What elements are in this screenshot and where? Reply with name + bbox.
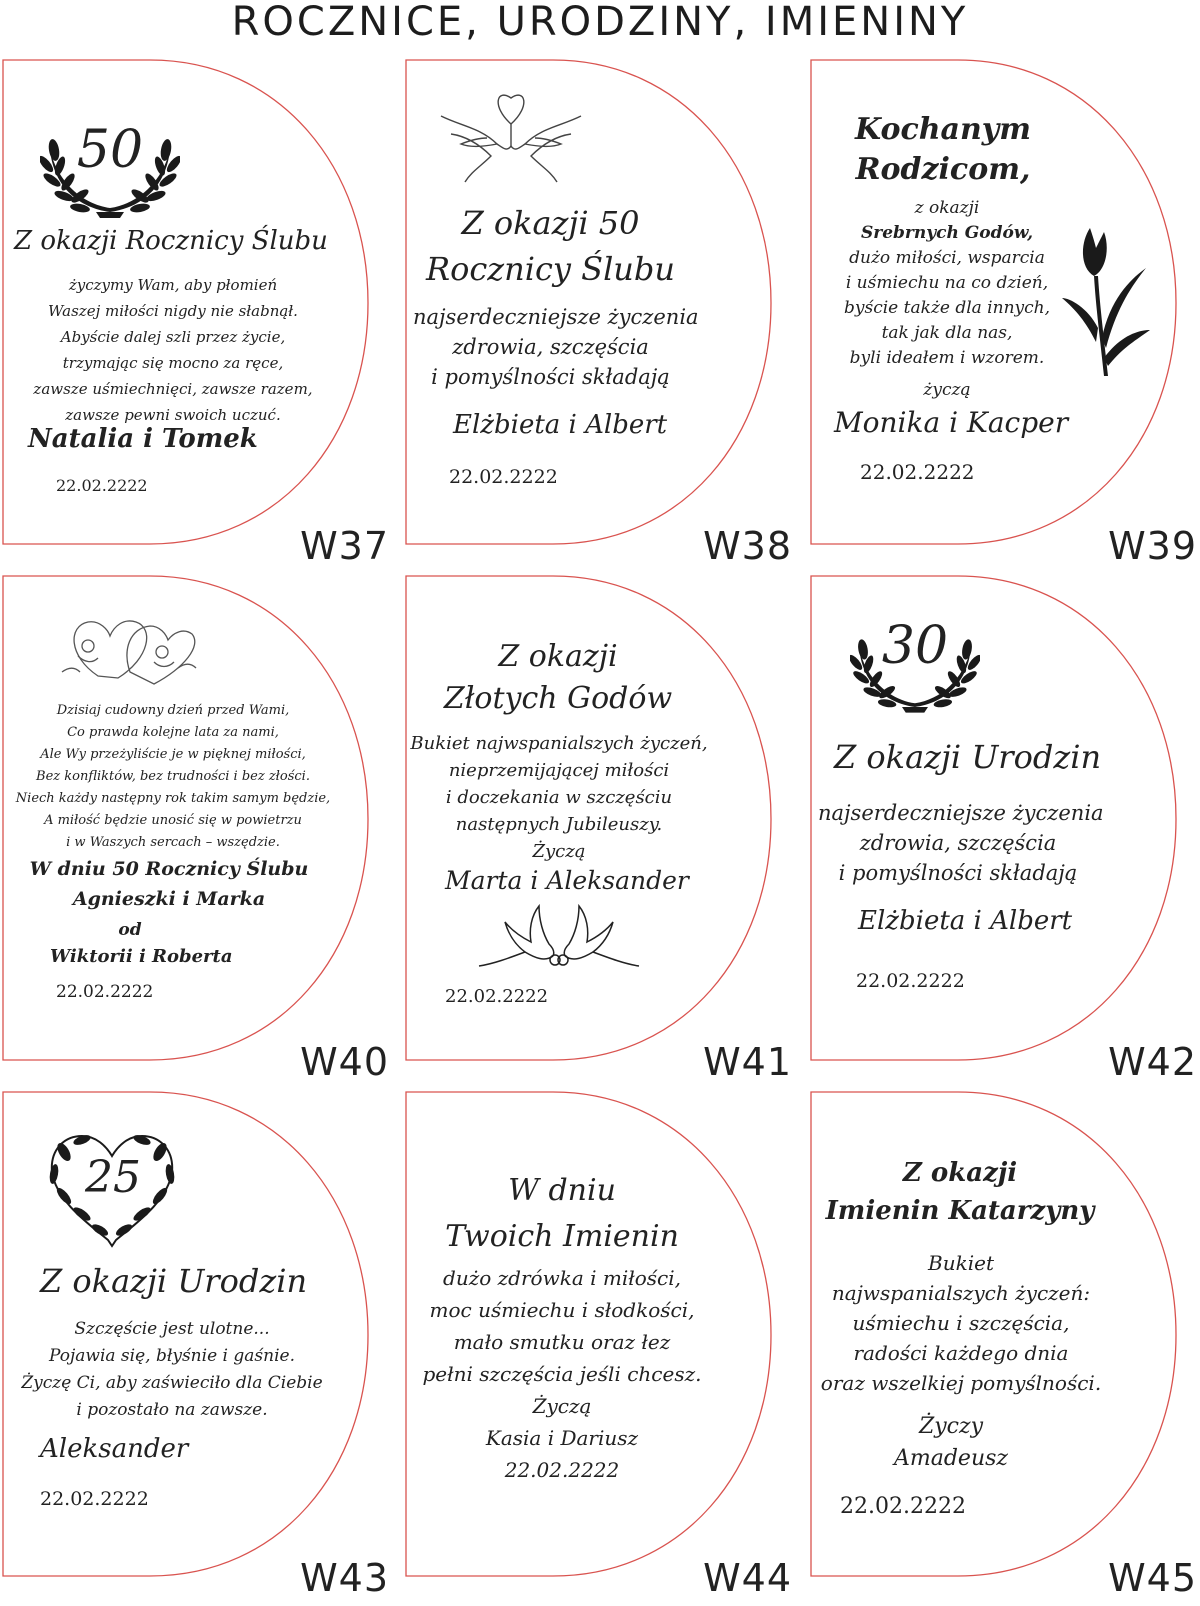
card-body: dużo zdrówka i miłości, moc uśmiechu i słodkości, mało smutku oraz łez pełni szczęścia jeśli chcesz. Życzą Kasia i Dariusz 22.02.2222 (422, 1266, 702, 1482)
card-wish: życzą (923, 380, 971, 400)
card-w43 (0, 1090, 405, 1600)
card-date: 22.02.2222 (856, 970, 965, 992)
card-code: W45 (1108, 1556, 1197, 1600)
card-dedication: W dniu 50 Rocznicy Ślubu Agnieszki i Marka (29, 858, 309, 910)
card-body: Dzisiaj cudowny dzień przed Wami, Co prawda kolejne lata za nami, Ale Wy przeżyliście je w pięknej miłości, Bez konfliktów, bez trudności i bez złości. Niech każdy następny rok takim samym będzie, A miłość będzie unosić się w powietrzu i w Waszych sercach – wszędzie. (15, 703, 331, 850)
card-heading: Z okazji Złotych Godów (443, 639, 673, 716)
card-heading: Z okazji Urodzin (40, 1262, 308, 1300)
card-code: W40 (300, 1040, 389, 1084)
doves-rings-icon (469, 902, 649, 982)
card-w45 (808, 1090, 1200, 1600)
card-heading: Z okazji 50 Rocznicy Ślubu (425, 204, 675, 288)
card-w40 (0, 574, 405, 1084)
card-heading: W dniu Twoich Imienin (445, 1173, 679, 1254)
card-body: Szczęście jest ulotne... Pojawia się, błyśnie i gaśnie. Życzę Ci, aby zaświeciło dla Ciebie i pozostało na zawsze. (21, 1319, 323, 1420)
card-date: 22.02.2222 (56, 982, 154, 1002)
card-heading: Z okazji Imienin Katarzyny (825, 1158, 1095, 1226)
card-body: z okazji Srebrnych Godów, dużo miłości, wsparcia i uśmiechu na co dzień, byście także dla innych, tak jak dla nas, byli ideałem i wzorem. (844, 198, 1050, 368)
card-signature: Wiktorii i Roberta (50, 946, 233, 967)
badge-number: 25 (85, 1152, 141, 1203)
badge-number: 50 (76, 120, 144, 180)
card-code: W42 (1108, 1040, 1197, 1084)
card-code: W37 (300, 524, 389, 568)
card-signature: Marta i Aleksander (445, 866, 689, 895)
card-date: 22.02.2222 (445, 986, 549, 1007)
angels-hearts-icon (58, 606, 198, 686)
card-code: W43 (300, 1556, 389, 1600)
card-wish: Życzy (918, 1414, 984, 1439)
card-code: W39 (1108, 524, 1197, 568)
card-date: 22.02.2222 (860, 460, 975, 484)
card-heading: Z okazji Rocznicy Ślubu (14, 226, 328, 256)
card-w41 (403, 574, 808, 1084)
card-w39 (808, 58, 1200, 568)
card-signature: Aleksander (40, 1434, 189, 1464)
card-body: najserdeczniejsze życzenia zdrowia, szczęścia i pomyślności składają (413, 305, 699, 389)
card-heading: Z okazji Urodzin (834, 738, 1102, 776)
card-body: najserdeczniejsze życzenia zdrowia, szczęścia i pomyślności składają (818, 801, 1104, 885)
tulip-icon (1060, 218, 1150, 378)
card-body: Bukiet najwspanialszych życzeń, nieprzemijającej miłości i doczekania w szczęściu następnych Jubileuszy. Życzą (410, 733, 708, 862)
card-body: Bukiet najwspanialszych życzeń: uśmiechu i szczęścia, radości każdego dnia oraz wszelkiej pomyślności. (820, 1251, 1102, 1395)
card-signature: Elżbieta i Albert (858, 906, 1073, 936)
card-dedication-from: od (118, 920, 142, 940)
card-signature: Elżbieta i Albert (453, 410, 668, 440)
card-signature: Natalia i Tomek (28, 424, 258, 454)
page-title: ROCZNICE, URODZINY, IMIENINY (231, 0, 969, 45)
card-code: W44 (703, 1556, 792, 1600)
card-w38 (403, 58, 808, 568)
card-w42 (808, 574, 1200, 1084)
card-date: 22.02.2222 (840, 1494, 966, 1519)
card-signature: Monika i Kacper (834, 406, 1069, 439)
card-w37 (0, 58, 405, 568)
card-date: 22.02.2222 (449, 466, 558, 488)
card-code: W38 (703, 524, 792, 568)
card-body: życzymy Wam, aby płomień Waszej miłości nigdy nie słabnął. Abyście dalej szli przez życie, trzymając się mocno za ręce, zawsze uśmiechnięci, zawsze razem, zawsze pewni swoich uczuć. (33, 276, 313, 424)
card-date: 22.02.2222 (56, 476, 148, 495)
card-code: W41 (703, 1040, 792, 1084)
doves-heart-icon (431, 86, 591, 186)
card-w44 (403, 1090, 808, 1600)
card-signature: Amadeusz (893, 1446, 1009, 1471)
card-date: 22.02.2222 (40, 1488, 149, 1510)
badge-number: 30 (881, 616, 949, 676)
card-heading: Kochanym Rodzicom, (855, 112, 1031, 187)
